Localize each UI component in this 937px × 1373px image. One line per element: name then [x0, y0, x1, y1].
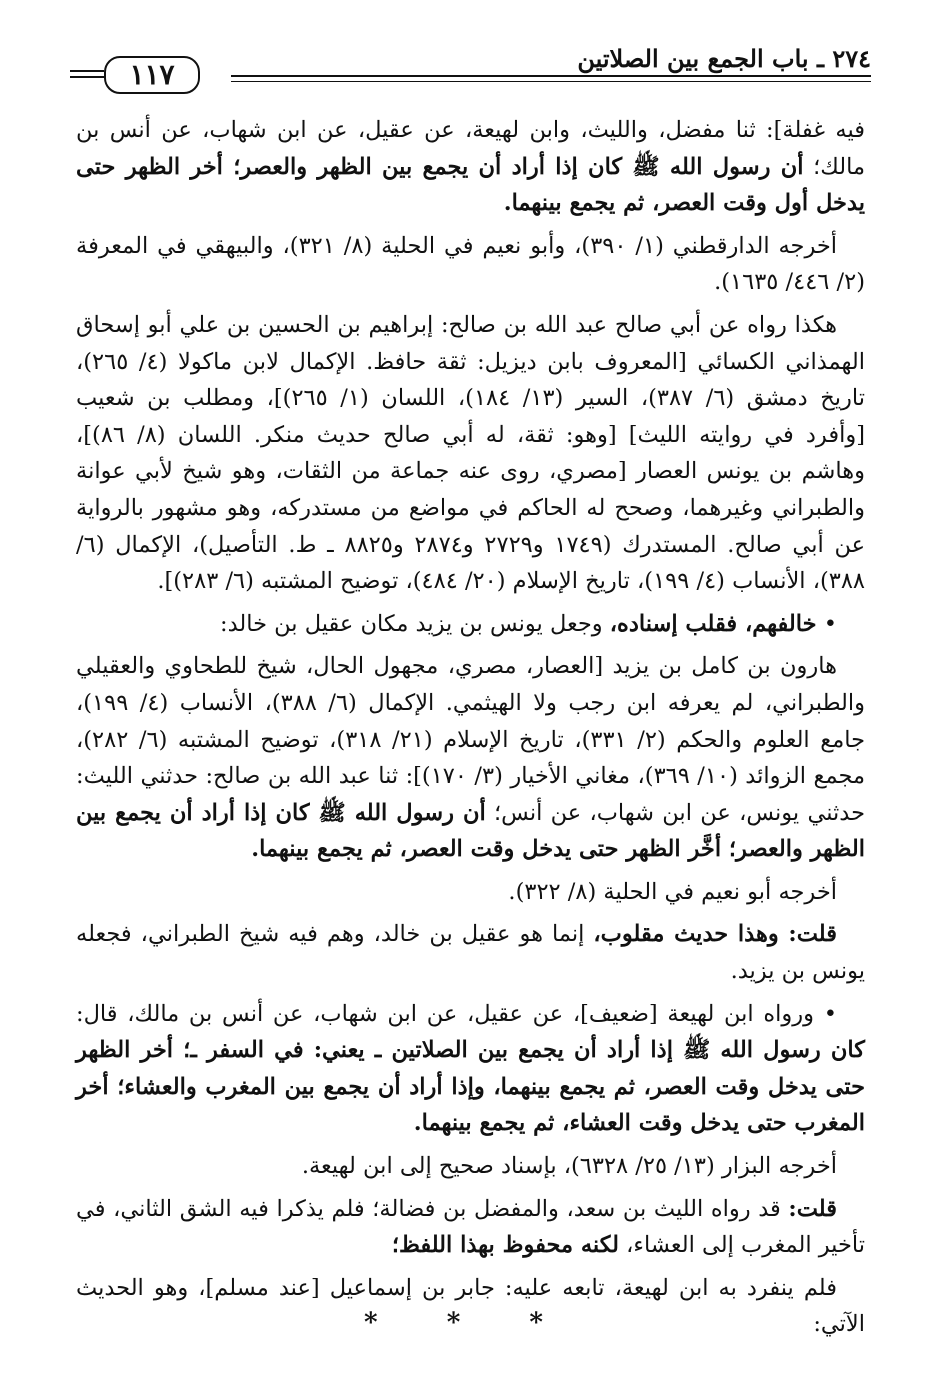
paragraph [76, 307, 865, 600]
paragraph [76, 996, 865, 1142]
bold-text-segment: أن رسول الله ﷺ كان إذا أراد أن يجمع بين الظهر والعصر؛ أخَّر الظهر حتى يدخل وقت العصر، ثم يجمع بينهما. [76, 799, 865, 863]
bold-text-segment: أن رسول الله ﷺ كان إذا أراد أن يجمع بين الظهر والعصر؛ أخر الظهر حتى يدخل أول وقت العصر، ثم يجمع بينهما. [76, 153, 865, 217]
ornament-line [70, 70, 104, 72]
text-segment: أخرجه البزار (١٣/ ٢٥/ ٦٣٢٨)، بإسناد صحيح إلى ابن لهيعة. [301, 1153, 837, 1180]
header-rule [231, 75, 871, 77]
page-header [70, 44, 871, 92]
page-body-text [76, 112, 865, 1343]
paragraph [76, 1191, 865, 1264]
text-segment: إنما هو عقيل بن خالد، وهم فيه شيخ الطبراني، فجعله يونس بن يزيد. [76, 921, 865, 985]
bold-text-segment: قلت: وهذا حديث مقلوب، [593, 921, 838, 948]
text-segment: هكذا رواه عن أبي صالح عبد الله بن صالح: إبراهيم بن الحسين بن علي أبو إسحاق الهمذاني الكسائي [المعروف بابن ديزيل: ثقة حافظ. الإكمال لابن ماكولا (٤/ ٢٦٥)، تاريخ دمشق (٦/ ٣٨٧)، السير (١٣/ ١٨٤)، اللسان (١/ ٢٦٥)]، ومطلب بن شعيب [وأفرد في روايته الليث] [وهو: ثقة، له أبي صالح حديث منكر. اللسان (٨/ ٨٦)]، وهاشم بن يونس العصار [مصري، روى عنه جماعة من الثقات، وهو شيخ لأبي عوانة والطبراني وغيرهما، وصحح له الحاكم في مواضع من مستدركه، وهو مشهور بالرواية عن أبي صالح. المستدرك (١٧٤٩ و٢٧٢٩ و٢٨٧٤ و٨٨٢٥ ـ ط. التأصيل)، الإكمال (٦/ ٣٨٨)، الأنساب (٤/ ١٩٩)، تاريخ الإسلام (٢٠/ ٤٨٤)، توضيح المشتبه (٦/ ٢٨٣)]. [76, 311, 866, 595]
text-segment: أخرجه أبو نعيم في الحلية (٨/ ٣٢٢). [508, 878, 837, 905]
text-segment: فيه غفلة]: ثنا مفضل، والليث، وابن لهيعة، عن عقيل، عن ابن شهاب، عن أنس بن مالك؛ [76, 117, 866, 180]
bold-text-segment: لكنه محفوظ بهذا اللفظ؛ [391, 1232, 619, 1259]
paragraph [76, 606, 865, 643]
text-segment: • ورواه ابن لهيعة [ضعيف]، عن عقيل، عن ابن شهاب، عن أنس بن مالك، قال: [76, 1000, 837, 1027]
paragraph [76, 112, 865, 222]
ornament-line [70, 76, 104, 78]
section-separator: * * * [364, 1308, 573, 1338]
paragraph [76, 874, 865, 911]
paragraph [76, 228, 865, 301]
bold-text-segment: كان رسول الله ﷺ إذا أراد أن يجمع بين الصلاتين ـ يعني: في السفر ـ؛ أخر الظهر حتى يدخل وقت العصر، ثم يجمع بينهما، وإذا أراد أن يجمع بين المغرب والعشاء؛ أخر المغرب حتى يدخل وقت العشاء، ثم يجمع بينهما. [76, 1037, 865, 1137]
page-number: ١١٧ [104, 56, 200, 94]
text-segment: أخرجه الدارقطني (١/ ٣٩٠)، وأبو نعيم في الحلية (٨/ ٣٢١)، والبيهقي في المعرفة (٢/ ٤٤٦/ ١٦٣٥). [76, 232, 865, 296]
running-title: ٢٧٤ ـ باب الجمع بين الصلاتين [577, 44, 871, 73]
header-rule-thin [231, 81, 871, 82]
bold-text-segment: خالفهم، فقلب إسناده، [609, 610, 817, 637]
bold-text-segment: قلت: [788, 1195, 837, 1222]
text-segment: وجعل يونس بن يزيد مكان عقيل بن خالد: [220, 610, 610, 637]
paragraph [76, 648, 865, 868]
text-segment: قد رواه الليث بن سعد، والمفضل بن فضالة؛ فلم يذكرا فيه الشق الثاني، في تأخير المغرب إلى العشاء، [76, 1195, 865, 1259]
paragraph [76, 1148, 865, 1185]
text-segment: • [816, 610, 837, 637]
page-number-ornament [70, 56, 198, 94]
paragraph [76, 916, 865, 989]
text-segment: فلم ينفرد به ابن لهيعة، تابعه عليه: جابر بن إسماعيل [عند مسلم]، وهو الحديث الآتي: [76, 1274, 865, 1338]
text-segment: هارون بن كامل بن يزيد [العصار، مصري، مجهول الحال، شيخ للطحاوي والعقيلي والطبراني، لم يعرفه ابن رجب ولا الهيثمي. الإكمال (٦/ ٣٨٨)، الأنساب (٤/ ١٩٩)، جامع العلوم والحكم (٢/ ٣٣١)، تاريخ الإسلام (٢١/ ٣١٨)، توضيح المشتبه (٦/ ٢٨٢)، مجمع الزوائد (١٠/ ٣٦٩)، مغاني الأخيار (٣/ ١٧٠)]: ثنا عبد الله بن صالح: حدثني الليث: حدثني يونس، عن ابن شهاب، عن أنس؛ [76, 653, 866, 826]
